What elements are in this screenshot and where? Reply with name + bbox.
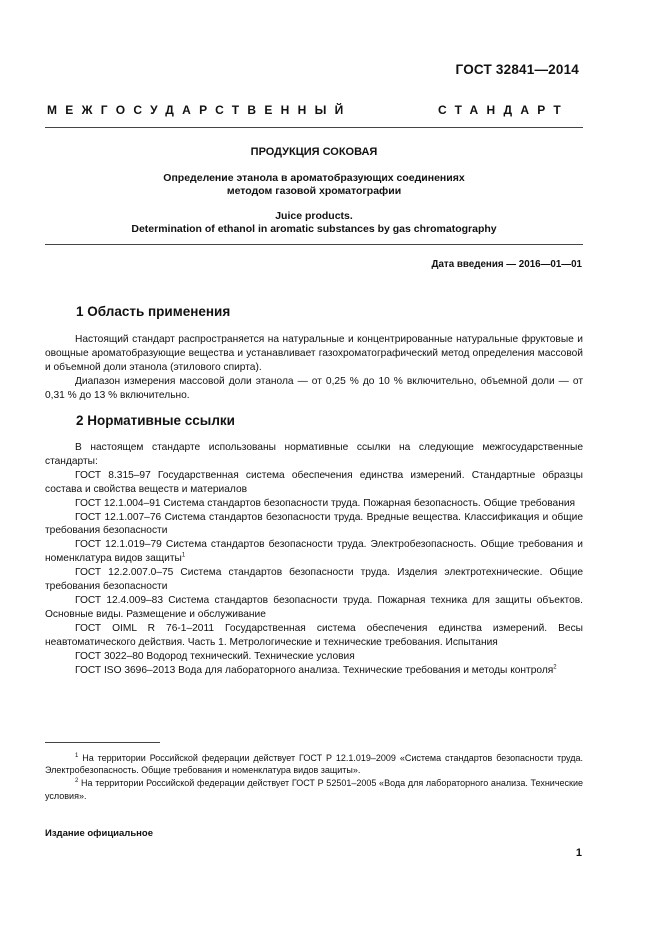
section-1-body: [45, 333, 583, 403]
reference-text: ГОСТ 3022–80 Водород технический. Технические условия: [75, 650, 355, 662]
footnote-text: На территории Российской федерации действует ГОСТ Р 52501–2005 «Вода для лабораторного анализа. Технические условия».: [45, 778, 583, 801]
title-main: ПРОДУКЦИЯ СОКОВАЯ: [250, 146, 378, 158]
section-1-heading: 1 Область применения: [76, 304, 231, 319]
reference-text: ГОСТ 8.315–97 Государственная система обеспечения единства измерений. Стандартные образцы состава и свойства веществ и материалов: [45, 469, 583, 495]
standard-type-word-1: МЕЖГОСУДАРСТВЕННЫЙ: [47, 103, 352, 117]
header-rule-bottom: [45, 244, 583, 245]
reference-item: [45, 594, 583, 622]
reference-text: ГОСТ ISO 3696–2013 Вода для лабораторного анализа. Технические требования и методы контроля: [75, 664, 554, 676]
section-2-intro: В настоящем стандарте использованы нормативные ссылки на следующие межгосударственные стандарты:: [45, 442, 583, 467]
reference-text: ГОСТ 12.1.004–91 Система стандартов безопасности труда. Пожарная безопасность. Общие требования: [75, 497, 576, 509]
reference-text: ГОСТ 12.2.007.0–75 Система стандартов безопасности труда. Изделия электротехнические. Общие требования безопасности: [45, 567, 583, 593]
page-number: 1: [575, 847, 582, 859]
reference-item: [45, 566, 583, 594]
reference-text: ГОСТ OIML R 76-1–2011 Государственная система обеспечения единства измерений. Весы неавтоматического действия. Часть 1. Метрологические и технические требования. Испытания: [45, 622, 583, 648]
reference-text: ГОСТ 12.4.009–83 Система стандартов безопасности труда. Пожарная техника для защиты объектов. Основные виды. Размещение и обслуживание: [45, 594, 583, 620]
footnote-marker: 2: [553, 664, 557, 671]
footnote-separator: [45, 742, 160, 743]
reference-text: ГОСТ 12.1.007–76 Система стандартов безопасности труда. Вредные вещества. Классификация и общие требования безопасности: [45, 511, 583, 537]
reference-item: [45, 622, 583, 650]
reference-item: [45, 497, 583, 511]
footnote-marker: 1: [181, 552, 186, 559]
reference-item: [45, 538, 583, 566]
footnote-mark: 2: [75, 778, 79, 785]
section-2-heading: 2 Нормативные ссылки: [76, 413, 235, 428]
reference-item: [45, 650, 583, 664]
footnote-text: На территории Российской федерации действует ГОСТ Р 12.1.019–2009 «Система стандартов безопасности труда. Электробезопасность. Общие требования и номенклатура видов защиты».: [45, 753, 583, 776]
footnote-mark: 1: [75, 753, 79, 759]
title-ru-line-2: методом газовой хроматографии: [226, 185, 402, 197]
title-en-line-1: Juice products.: [275, 210, 353, 222]
header-rule-top: [45, 127, 583, 128]
introduction-date: Дата введения — 2016—01—01: [431, 259, 582, 270]
title-ru-line-1: Определение этанола в ароматобразующих соединениях: [163, 172, 465, 184]
footnotes: [45, 752, 583, 803]
title-en-line-2: Determination of ethanol in aromatic substances by gas chromatography: [131, 223, 497, 235]
section-2-body: [45, 441, 583, 677]
reference-item: [45, 511, 583, 539]
reference-item: [45, 664, 583, 678]
footnote-item: [45, 777, 583, 801]
reference-text: ГОСТ 12.1.019–79 Система стандартов безопасности труда. Электробезопасность. Общие требования и номенклатура видов защиты: [45, 539, 583, 565]
section-1-paragraph-1: Настоящий стандарт распространяется на натуральные и концентрированные натуральные фруктовые и овощные ароматобразующие вещества и устанавливает газохроматографический метод определения массовой и объемной доли этанола (этилового спирта).: [45, 334, 583, 373]
reference-item: [45, 469, 583, 497]
normative-references-list: [45, 469, 583, 678]
standard-type-word-2: СТАНДАРТ: [438, 103, 570, 117]
gost-number: ГОСТ 32841—2014: [455, 62, 579, 77]
edition-label: Издание официальное: [45, 828, 153, 839]
section-1-paragraph-2: Диапазон измерения массовой доли этанола — от 0,25 % до 10 % включительно, объемной доли — от 0,31 % до 13 % включительно.: [45, 375, 583, 401]
footnote-item: [45, 752, 583, 776]
